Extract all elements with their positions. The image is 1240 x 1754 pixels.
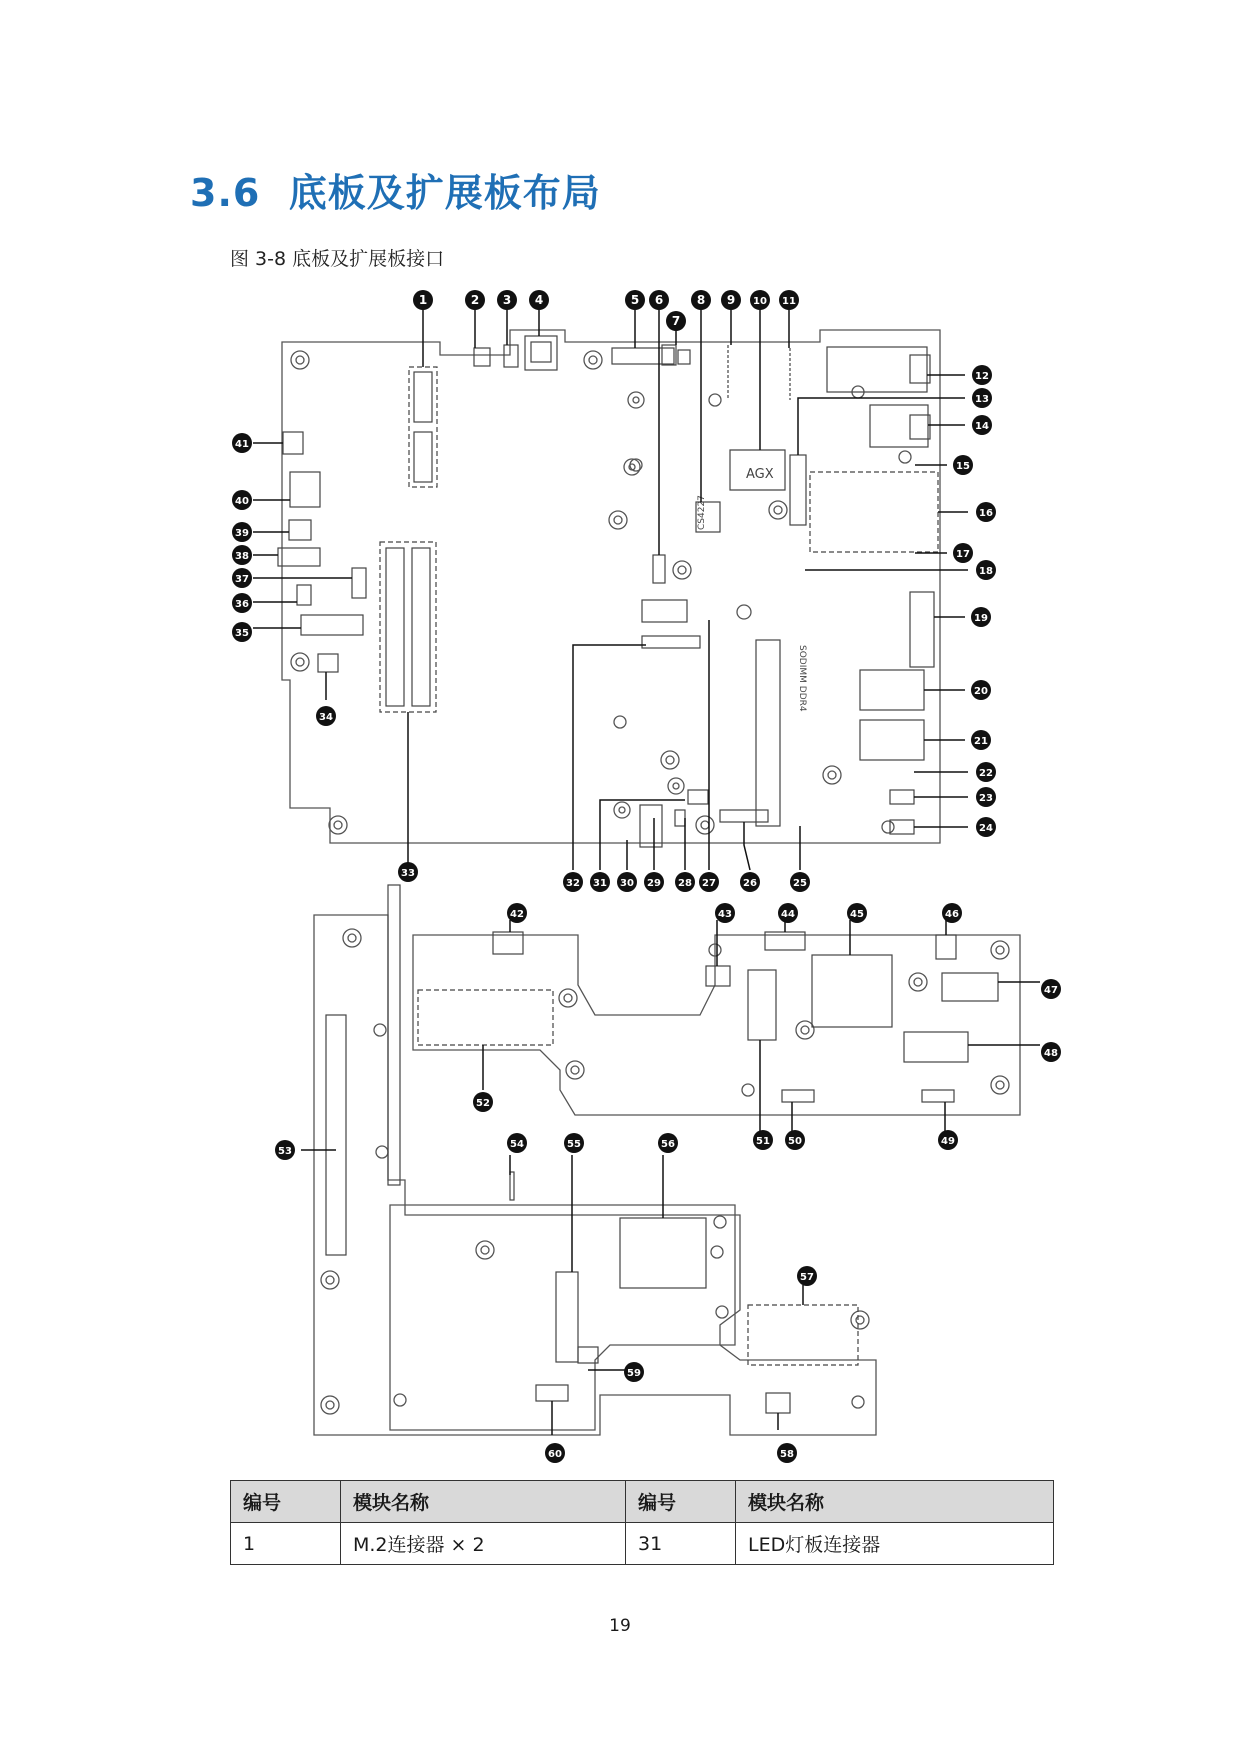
- callout-40: [232, 490, 252, 510]
- callout-51: [753, 1130, 773, 1150]
- callout-label: 21: [974, 736, 988, 747]
- callout-label: 39: [235, 528, 249, 539]
- callout-label: 5: [630, 293, 640, 307]
- callout-label: 35: [235, 628, 249, 639]
- callout-label: 56: [661, 1139, 675, 1150]
- callout-label: 40: [235, 496, 249, 507]
- cell-name-2: LED灯板连接器: [736, 1523, 1054, 1565]
- callout-label: 32: [566, 878, 580, 889]
- callout-label: 24: [979, 823, 993, 834]
- callout-label: 47: [1044, 985, 1058, 996]
- callout-25: [790, 872, 810, 892]
- callout-44: [778, 903, 798, 923]
- callout-label: 15: [956, 461, 970, 472]
- callout-11: [779, 290, 799, 310]
- callout-49: [938, 1130, 958, 1150]
- chip-label: CS4227: [697, 495, 707, 530]
- callout-30: [617, 872, 637, 892]
- callout-16: [976, 502, 996, 522]
- callout-3: [497, 290, 517, 310]
- callout-label: 27: [702, 878, 716, 889]
- callout-7: [666, 311, 686, 331]
- callout-label: 46: [945, 909, 959, 920]
- callout-layer: [232, 290, 1061, 1463]
- cell-id-2: 31: [626, 1523, 736, 1565]
- expansion-board-c-outline: [390, 1205, 735, 1430]
- callout-label: 13: [975, 394, 989, 405]
- callout-26: [740, 872, 760, 892]
- plate-label: AGX: [746, 467, 774, 482]
- callout-label: 54: [510, 1139, 524, 1150]
- callout-label: 30: [620, 878, 634, 889]
- callout-21: [971, 730, 991, 750]
- header-name-1: 模块名称: [341, 1481, 626, 1523]
- callout-label: 60: [548, 1449, 562, 1460]
- header-id-2: 编号: [626, 1481, 736, 1523]
- callout-label: 14: [975, 421, 989, 432]
- callout-label: 29: [647, 878, 661, 889]
- callout-58: [777, 1443, 797, 1463]
- callout-label: 42: [510, 909, 524, 920]
- callout-38: [232, 545, 252, 565]
- callout-54: [507, 1133, 527, 1153]
- callout-14: [972, 415, 992, 435]
- callout-label: 52: [476, 1098, 490, 1109]
- callout-20: [971, 680, 991, 700]
- callout-37: [232, 568, 252, 588]
- callout-label: 17: [956, 549, 970, 560]
- callout-50: [785, 1130, 805, 1150]
- callout-label: 1: [418, 293, 428, 307]
- callout-label: 36: [235, 599, 249, 610]
- callout-4: [529, 290, 549, 310]
- callout-label: 41: [235, 439, 249, 450]
- callout-60: [545, 1443, 565, 1463]
- callout-41: [232, 433, 252, 453]
- callout-42: [507, 903, 527, 923]
- callout-label: 33: [401, 868, 415, 879]
- page-number: 19: [609, 1616, 631, 1636]
- callout-label: 10: [753, 296, 767, 307]
- figure-caption: 图 3-8 底板及扩展板接口: [230, 248, 445, 270]
- callout-55: [564, 1133, 584, 1153]
- cell-id-1: 1: [231, 1523, 341, 1565]
- callout-27: [699, 872, 719, 892]
- callout-33: [398, 862, 418, 882]
- callout-label: 8: [696, 293, 706, 307]
- callout-15: [953, 455, 973, 475]
- table-row: [231, 1523, 1054, 1565]
- callout-label: 50: [788, 1136, 802, 1147]
- callout-label: 38: [235, 551, 249, 562]
- callout-label: 26: [743, 878, 757, 889]
- callout-13: [972, 388, 992, 408]
- callout-label: 7: [671, 314, 681, 328]
- callout-label: 58: [780, 1449, 794, 1460]
- callout-label: 55: [567, 1139, 581, 1150]
- callout-47: [1041, 979, 1061, 999]
- callout-label: 59: [627, 1368, 641, 1379]
- callout-label: 31: [593, 878, 607, 889]
- callout-label: 51: [756, 1136, 770, 1147]
- callout-34: [316, 706, 336, 726]
- callout-32: [563, 872, 583, 892]
- callout-label: 3: [502, 293, 512, 307]
- header-id-1: 编号: [231, 1481, 341, 1523]
- callout-53: [275, 1140, 295, 1160]
- main-board-outline: [282, 330, 940, 843]
- section-number: 3.6: [190, 171, 261, 215]
- callout-label: 18: [979, 566, 993, 577]
- callout-5: [625, 290, 645, 310]
- expansion-board-a-outline: [314, 915, 876, 1435]
- callout-22: [976, 762, 996, 782]
- callout-59: [624, 1362, 644, 1382]
- callout-label: 45: [850, 909, 864, 920]
- callout-17: [953, 543, 973, 563]
- callout-label: 9: [726, 293, 736, 307]
- callout-29: [644, 872, 664, 892]
- callout-1: [413, 290, 433, 310]
- callout-39: [232, 522, 252, 542]
- callout-label: 48: [1044, 1048, 1058, 1059]
- section-heading: 底板及扩展板布局: [288, 171, 601, 215]
- callout-18: [976, 560, 996, 580]
- callout-52: [473, 1092, 493, 1112]
- module-table: [230, 1480, 1054, 1565]
- callout-label: 49: [941, 1136, 955, 1147]
- callout-46: [942, 903, 962, 923]
- callout-56: [658, 1133, 678, 1153]
- callout-label: 20: [974, 686, 988, 697]
- callout-35: [232, 622, 252, 642]
- callout-label: 22: [979, 768, 993, 779]
- callout-23: [976, 787, 996, 807]
- callout-45: [847, 903, 867, 923]
- callout-label: 34: [319, 712, 333, 723]
- callout-43: [715, 903, 735, 923]
- callout-label: 43: [718, 909, 732, 920]
- callout-12: [972, 365, 992, 385]
- callout-label: 25: [793, 878, 807, 889]
- callout-2: [465, 290, 485, 310]
- callout-6: [649, 290, 669, 310]
- callout-label: 28: [678, 878, 692, 889]
- header-name-2: 模块名称: [736, 1481, 1054, 1523]
- cell-name-1: M.2连接器 × 2: [341, 1523, 626, 1565]
- callout-31: [590, 872, 610, 892]
- callout-label: 23: [979, 793, 993, 804]
- callout-57: [797, 1266, 817, 1286]
- callout-label: 16: [979, 508, 993, 519]
- callout-label: 6: [654, 293, 664, 307]
- sodimm-label: SODIMM DDR4: [797, 645, 807, 712]
- callout-9: [721, 290, 741, 310]
- callout-label: 57: [800, 1272, 814, 1283]
- callout-label: 11: [782, 296, 796, 307]
- callout-48: [1041, 1042, 1061, 1062]
- callout-label: 2: [470, 293, 480, 307]
- callout-24: [976, 817, 996, 837]
- callout-36: [232, 593, 252, 613]
- table-header-row: [231, 1481, 1054, 1523]
- callout-19: [971, 607, 991, 627]
- callout-label: 19: [974, 613, 988, 624]
- callout-label: 44: [781, 909, 795, 920]
- callout-label: 12: [975, 371, 989, 382]
- callout-28: [675, 872, 695, 892]
- callout-10: [750, 290, 770, 310]
- callout-8: [691, 290, 711, 310]
- callout-label: 37: [235, 574, 249, 585]
- callout-label: 4: [534, 293, 544, 307]
- callout-label: 53: [278, 1146, 292, 1157]
